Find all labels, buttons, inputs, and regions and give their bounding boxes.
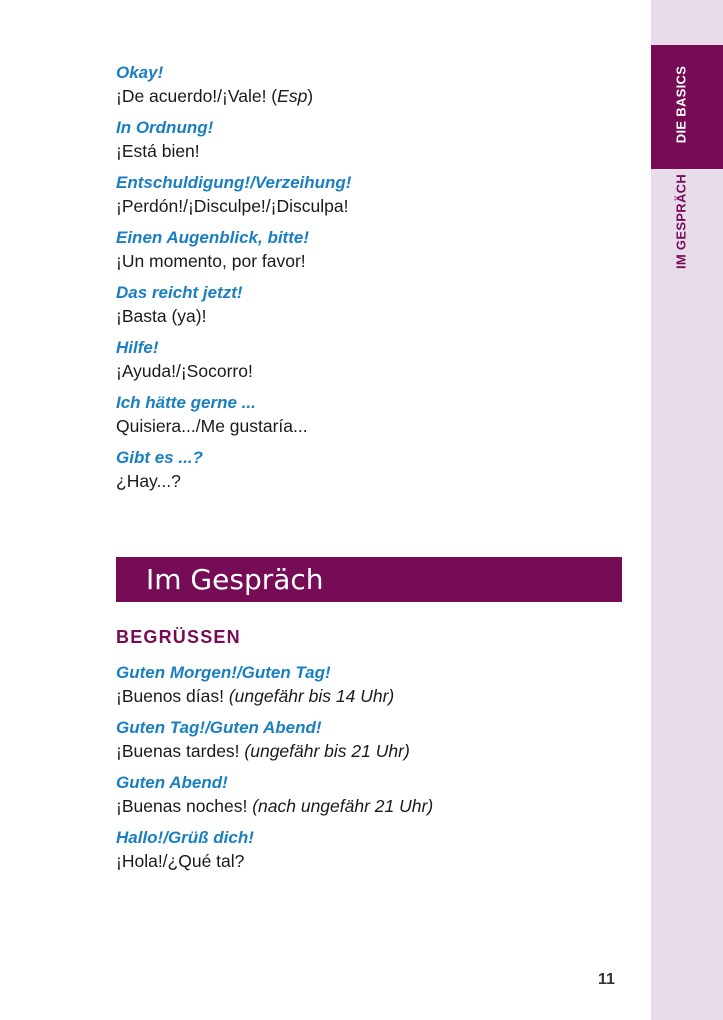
phrase-item <box>116 117 626 163</box>
page-number: 11 <box>598 971 615 988</box>
translation-text: ¡De acuerdo!/¡Vale! ( <box>116 86 278 106</box>
translation-text: ¡Está bien! <box>116 141 200 161</box>
translation-text: ¡Un momento, por favor! <box>116 251 306 271</box>
translation-text: ¡Buenas tardes! <box>116 741 245 761</box>
spanish-translation <box>116 194 626 218</box>
translation-note: Esp <box>277 86 308 106</box>
section-header-bar <box>116 557 622 602</box>
translation-text: ) <box>307 86 314 106</box>
side-tab-label-die-basics: DIE BASICS <box>673 65 689 144</box>
translation-text: ¡Ayuda!/¡Socorro! <box>116 361 253 381</box>
spanish-translation <box>116 469 626 493</box>
spanish-translation <box>116 739 626 763</box>
spanish-translation <box>116 249 626 273</box>
side-tab-label-im-gespraech[interactable]: IM GESPRÄCH <box>673 173 689 270</box>
german-phrase: Entschuldigung!/Verzeihung! <box>116 173 352 192</box>
german-phrase: Hilfe! <box>116 338 159 357</box>
phrase-item <box>116 392 626 438</box>
german-phrase: Guten Abend! <box>116 773 228 792</box>
german-phrase: Ich hätte gerne ... <box>116 393 256 412</box>
translation-text: ¡Buenos días! <box>116 686 229 706</box>
german-phrase: Hallo!/Grüß dich! <box>116 828 254 847</box>
german-phrase: Okay! <box>116 63 164 82</box>
phrase-item <box>116 172 626 218</box>
spanish-translation <box>116 414 626 438</box>
translation-text: ¡Hola!/¿Qué tal? <box>116 851 245 871</box>
translation-note: (nach ungefähr 21 Uhr) <box>252 796 434 816</box>
phrase-item <box>116 662 626 708</box>
spanish-translation <box>116 304 626 328</box>
translation-note: (ungefähr bis 21 Uhr) <box>244 741 410 761</box>
german-phrase: Guten Morgen!/Guten Tag! <box>116 663 331 682</box>
german-phrase: Guten Tag!/Guten Abend! <box>116 718 322 737</box>
spanish-translation <box>116 794 626 818</box>
subheading-begruessen: BEGRÜSSEN <box>116 627 241 647</box>
phrase-item <box>116 337 626 383</box>
phrase-list-top <box>116 62 626 502</box>
spanish-translation <box>116 359 626 383</box>
translation-text: ¡Basta (ya)! <box>116 306 207 326</box>
phrase-item <box>116 717 626 763</box>
phrase-item <box>116 227 626 273</box>
translation-text: ¡Buenas noches! <box>116 796 253 816</box>
translation-text: ¿Hay...? <box>116 471 181 491</box>
spanish-translation <box>116 684 626 708</box>
german-phrase: Einen Augenblick, bitte! <box>116 228 309 247</box>
translation-text: Quisiera.../Me gustaría... <box>116 416 308 436</box>
spanish-translation <box>116 84 626 108</box>
spanish-translation <box>116 139 626 163</box>
german-phrase: Gibt es ...? <box>116 448 203 467</box>
translation-note: (ungefähr bis 14 Uhr) <box>228 686 395 706</box>
phrase-item <box>116 772 626 818</box>
phrase-item <box>116 447 626 493</box>
spanish-translation <box>116 849 626 873</box>
phrase-item <box>116 62 626 108</box>
phrase-list-bottom <box>116 662 626 882</box>
german-phrase: In Ordnung! <box>116 118 214 137</box>
german-phrase: Das reicht jetzt! <box>116 283 243 302</box>
translation-text: ¡Perdón!/¡Disculpe!/¡Disculpa! <box>116 196 349 216</box>
phrase-item <box>116 282 626 328</box>
section-title: Im Gespräch <box>146 563 324 596</box>
phrase-item <box>116 827 626 873</box>
